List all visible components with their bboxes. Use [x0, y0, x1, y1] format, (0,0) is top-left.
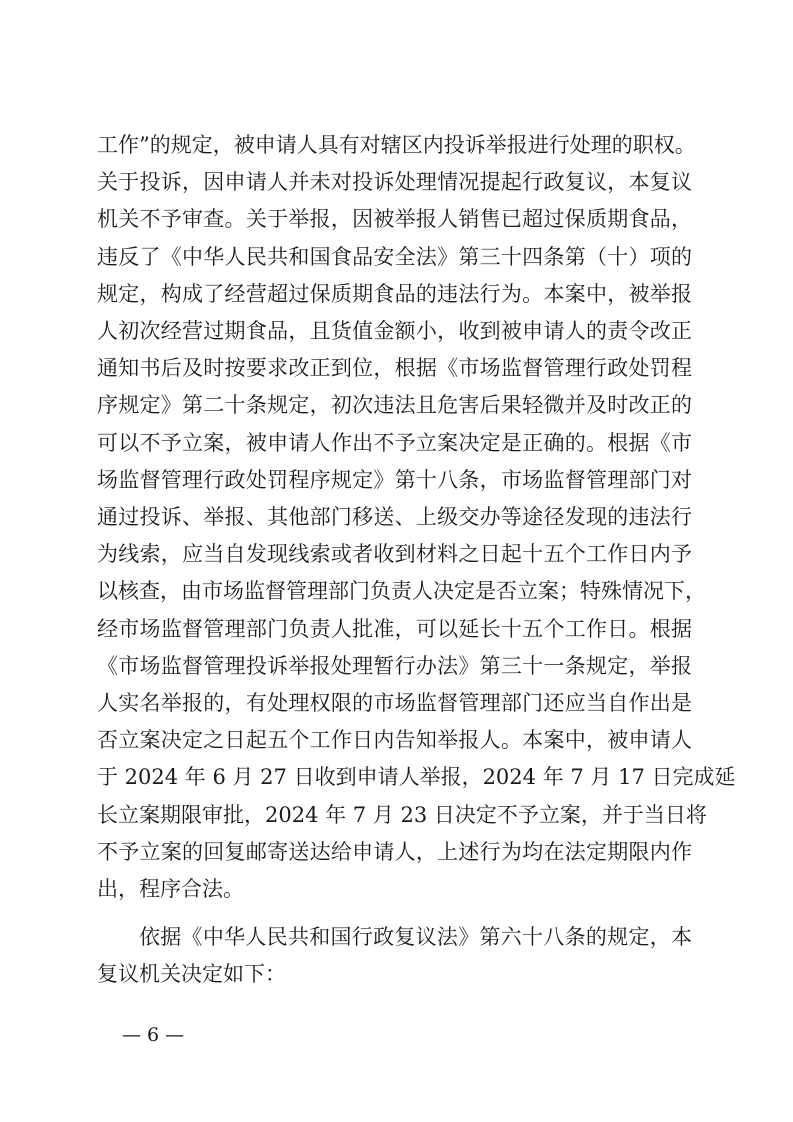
- text-line: 违反了《中华人民共和国食品安全法》第三十四条第（十）项的: [97, 244, 692, 269]
- text-line: 以核查，由市场监督管理部门负责人决定是否立案；特殊情况下，: [97, 579, 706, 604]
- text-line: 序规定》第二十条规定，初次违法且危害后果轻微并及时改正的: [97, 393, 692, 418]
- text-line: 规定，构成了经营超过保质期食品的违法行为。本案中，被举报: [97, 281, 692, 306]
- text-line: 长立案期限审批，2024 年 7 月 23 日决定不予立案，并于当日将: [97, 802, 707, 827]
- page-number: — 6 —: [122, 1024, 185, 1046]
- text-line: 不予立案的回复邮寄送达给申请人，上述行为均在法定期限内作: [97, 839, 692, 864]
- text-line: 人实名举报的，有处理权限的市场监督管理部门还应当自作出是: [97, 691, 692, 715]
- text-line: 出，程序合法。: [97, 877, 244, 901]
- text-line: 经市场监督管理部门负责人批准，可以延长十五个工作日。根据: [97, 616, 692, 641]
- text-line: 复议机关决定如下：: [97, 962, 286, 987]
- text-line: 工作”的规定，被申请人具有对辖区内投诉举报进行处理的职权。: [97, 133, 696, 157]
- text-line: 人初次经营过期食品，且货值金额小，收到被申请人的责令改正: [97, 319, 692, 343]
- text-line: 机关不予审查。关于举报，因被举报人销售已超过保质期食品，: [97, 207, 692, 232]
- text-line: 可以不予立案，被申请人作出不予立案决定是正确的。根据《市: [97, 430, 692, 455]
- text-line: 关于投诉，因申请人并未对投诉处理情况提起行政复议，本复议: [97, 170, 692, 195]
- text-line: 于 2024 年 6 月 27 日收到申请人举报，2024 年 7 月 17 日完成延: [97, 765, 736, 790]
- text-line: 否立案决定之日起五个工作日内告知举报人。本案中，被申请人: [97, 728, 692, 753]
- text-line: 通知书后及时按要求改正到位，根据《市场监督管理行政处罚程: [97, 356, 692, 381]
- text-line: 场监督管理行政处罚程序规定》第十八条，市场监督管理部门对: [97, 467, 692, 492]
- text-line: 《市场监督管理投诉举报处理暂行办法》第三十一条规定，举报: [97, 653, 692, 678]
- text-line: 通过投诉、举报、其他部门移送、上级交办等途径发现的违法行: [97, 505, 692, 529]
- text-line: 依据《中华人民共和国行政复议法》第六十八条的规定，本: [139, 925, 692, 950]
- text-line: 为线索，应当自发现线索或者收到材料之日起十五个工作日内予: [97, 542, 692, 567]
